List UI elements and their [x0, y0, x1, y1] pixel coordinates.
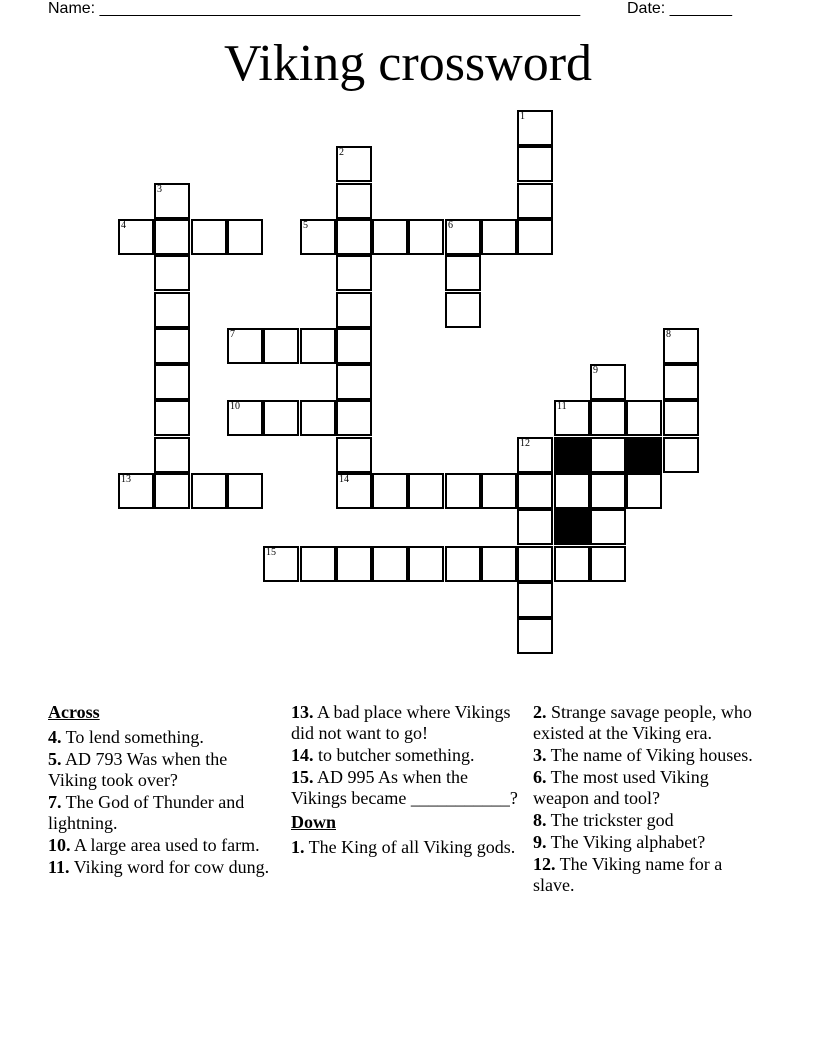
grid-cell[interactable] — [154, 473, 190, 509]
grid-cell[interactable] — [118, 219, 154, 255]
cell-number: 10 — [230, 401, 240, 412]
grid-cell[interactable] — [517, 546, 553, 582]
grid-cell[interactable] — [408, 546, 444, 582]
grid-cell[interactable] — [626, 473, 662, 509]
grid-cell[interactable] — [554, 400, 590, 436]
grid-cell[interactable] — [300, 400, 336, 436]
grid-cell[interactable] — [554, 546, 590, 582]
grid-cell[interactable] — [372, 546, 408, 582]
grid-cell[interactable] — [481, 473, 517, 509]
cell-number: 13 — [121, 474, 131, 485]
grid-cell[interactable] — [517, 582, 553, 618]
clue-across-11: 11. Viking word for cow dung. — [48, 857, 270, 877]
grid-cell[interactable] — [408, 473, 444, 509]
cell-number: 9 — [593, 365, 598, 376]
cell-number: 2 — [339, 147, 344, 158]
grid-cell[interactable] — [263, 400, 299, 436]
grid-cell[interactable] — [336, 400, 372, 436]
cell-number: 7 — [230, 329, 235, 340]
grid-cell[interactable] — [663, 364, 699, 400]
cell-number: 5 — [303, 220, 308, 231]
clues-column-3 — [533, 702, 761, 897]
grid-cell[interactable] — [590, 437, 626, 473]
black-cell — [626, 437, 662, 473]
grid-cell[interactable] — [336, 146, 372, 182]
clue-across-13: 13. A bad place where Vikings did not want to go! — [291, 702, 511, 743]
grid-cell[interactable] — [517, 437, 553, 473]
clue-across-4: 4. To lend something. — [48, 727, 204, 747]
grid-cell[interactable] — [517, 473, 553, 509]
cell-number: 8 — [666, 329, 671, 340]
cell-number: 4 — [121, 220, 126, 231]
grid-cell[interactable] — [445, 255, 481, 291]
grid-cell[interactable] — [300, 219, 336, 255]
grid-cell[interactable] — [517, 618, 553, 654]
grid-cell[interactable] — [663, 437, 699, 473]
down-heading: Down — [291, 812, 337, 832]
clue-down-2: 2. Strange savage people, who existed at the Viking era. — [533, 702, 752, 743]
grid-cell[interactable] — [154, 400, 190, 436]
grid-cell[interactable] — [590, 400, 626, 436]
cell-number: 1 — [520, 111, 525, 122]
grid-cell[interactable] — [154, 292, 190, 328]
grid-cell[interactable] — [227, 400, 263, 436]
grid-cell[interactable] — [517, 509, 553, 545]
grid-cell[interactable] — [590, 473, 626, 509]
grid-cell[interactable] — [154, 364, 190, 400]
grid-cell[interactable] — [154, 219, 190, 255]
grid-cell[interactable] — [154, 255, 190, 291]
grid-cell[interactable] — [336, 183, 372, 219]
clue-across-5: 5. AD 793 Was when the Viking took over? — [48, 749, 228, 790]
grid-cell[interactable] — [227, 328, 263, 364]
grid-cell[interactable] — [445, 546, 481, 582]
name-label: Name: — [48, 0, 96, 17]
grid-cell[interactable] — [191, 219, 227, 255]
grid-cell[interactable] — [336, 364, 372, 400]
grid-cell[interactable] — [336, 437, 372, 473]
clue-down-1: 1. The King of all Viking gods. — [291, 837, 516, 857]
grid-cell[interactable] — [336, 255, 372, 291]
black-cell — [554, 509, 590, 545]
grid-cell[interactable] — [300, 328, 336, 364]
clue-down-9: 9. The Viking alphabet? — [533, 832, 706, 852]
grid-cell[interactable] — [408, 219, 444, 255]
date-label: Date: — [627, 0, 666, 17]
grid-cell[interactable] — [336, 219, 372, 255]
grid-cell[interactable] — [445, 219, 481, 255]
grid-cell[interactable] — [445, 292, 481, 328]
grid-cell[interactable] — [481, 219, 517, 255]
grid-cell[interactable] — [663, 328, 699, 364]
black-cell — [554, 437, 590, 473]
clue-across-15: 15. AD 995 As when the Vikings became ___________? — [291, 767, 518, 808]
grid-cell[interactable] — [626, 400, 662, 436]
grid-cell[interactable] — [517, 110, 553, 146]
grid-cell[interactable] — [191, 473, 227, 509]
cell-number: 6 — [448, 220, 453, 231]
grid-cell[interactable] — [263, 546, 299, 582]
grid-cell[interactable] — [118, 473, 154, 509]
cell-number: 3 — [157, 184, 162, 195]
grid-cell[interactable] — [517, 146, 553, 182]
grid-cell[interactable] — [445, 473, 481, 509]
cell-number: 14 — [339, 474, 349, 485]
clue-across-14: 14. to butcher something. — [291, 745, 475, 765]
clue-down-12: 12. The Viking name for a slave. — [533, 854, 723, 895]
grid-cell[interactable] — [517, 183, 553, 219]
date-field[interactable]: _______ — [669, 0, 732, 17]
cell-number: 11 — [557, 401, 567, 412]
cell-number: 15 — [266, 547, 276, 558]
page-title: Viking crossword — [223, 35, 593, 92]
grid-cell[interactable] — [336, 328, 372, 364]
clue-down-3: 3. The name of Viking houses. — [533, 745, 753, 765]
clue-down-8: 8. The trickster god — [533, 810, 674, 830]
grid-cell[interactable] — [590, 509, 626, 545]
grid-cell[interactable] — [590, 364, 626, 400]
across-heading: Across — [48, 702, 100, 722]
grid-cell[interactable] — [372, 473, 408, 509]
grid-cell[interactable] — [336, 292, 372, 328]
clue-down-6: 6. The most used Viking weapon and tool? — [533, 767, 709, 808]
clues-column-2 — [291, 702, 527, 859]
grid-cell[interactable] — [517, 219, 553, 255]
grid-cell[interactable] — [300, 546, 336, 582]
grid-cell[interactable] — [227, 219, 263, 255]
grid-cell[interactable] — [263, 328, 299, 364]
cell-number: 12 — [520, 438, 530, 449]
clue-across-10: 10. A large area used to farm. — [48, 835, 260, 855]
grid-cell[interactable] — [154, 183, 190, 219]
grid-cell[interactable] — [554, 473, 590, 509]
grid-cell[interactable] — [154, 437, 190, 473]
grid-cell[interactable] — [227, 473, 263, 509]
grid-cell[interactable] — [481, 546, 517, 582]
grid-cell[interactable] — [590, 546, 626, 582]
grid-cell[interactable] — [663, 400, 699, 436]
clue-across-7: 7. The God of Thunder and lightning. — [48, 792, 245, 833]
grid-cell[interactable] — [372, 219, 408, 255]
clues-column-1 — [48, 702, 276, 879]
grid-cell[interactable] — [336, 546, 372, 582]
grid-cell[interactable] — [336, 473, 372, 509]
name-field[interactable]: ______________________________________________________ — [99, 0, 581, 17]
grid-cell[interactable] — [154, 328, 190, 364]
